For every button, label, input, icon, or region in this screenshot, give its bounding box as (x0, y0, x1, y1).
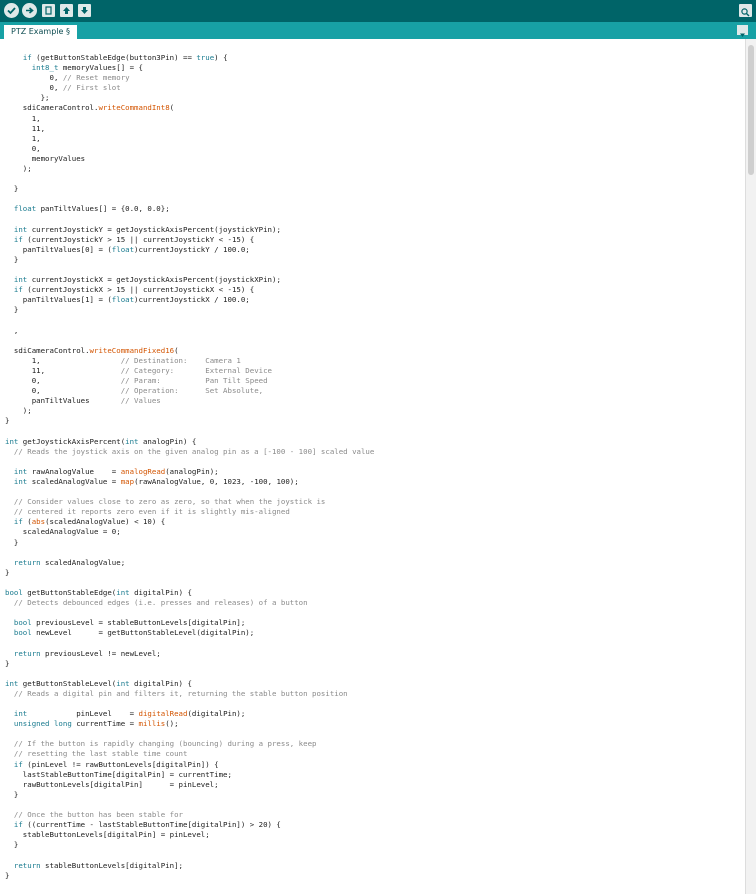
arrow-up-icon (60, 4, 73, 17)
code-line[interactable]: } (5, 305, 19, 315)
code-line[interactable]: } (5, 537, 19, 547)
code-line[interactable]: // resetting the last stable time count (13, 749, 188, 759)
code-line[interactable]: panTiltValues // Values (5, 396, 161, 406)
code-line[interactable]: if ((currentTime - lastStableButtonTime[digitalPin]) > 20) { (13, 820, 281, 830)
open-button[interactable] (60, 4, 73, 17)
new-file-icon (42, 4, 55, 17)
serial-monitor-button[interactable] (739, 4, 752, 17)
code-line[interactable]: bool previousLevel = stableButtonLevels[digitalPin]; (13, 618, 246, 628)
code-line[interactable]: // Consider values close to zero as zero, so that when the joystick is (13, 497, 326, 507)
code-line[interactable]: if (currentJoystickX > 15 || currentJoystickX < -15) { (13, 285, 255, 295)
verify-button[interactable] (4, 3, 19, 18)
code-line[interactable]: bool newLevel = getButtonStableLevel(digitalPin); (13, 628, 255, 638)
code-line[interactable]: } (5, 870, 10, 880)
code-line[interactable]: float panTiltValues[] = {0.0, 0.0}; (13, 204, 170, 214)
new-button[interactable] (42, 4, 55, 17)
code-line[interactable]: int getButtonStableLevel(int digitalPin) { (5, 678, 192, 688)
code-line[interactable]: // Detects debounced edges (i.e. presses and releases) of a button (13, 598, 308, 608)
code-line[interactable]: 1, // Destination: Camera 1 (5, 355, 241, 365)
code-line[interactable]: 0, // First slot (5, 83, 121, 93)
code-line[interactable]: int rawAnalogValue = analogRead(analogPin); (13, 466, 219, 476)
code-line[interactable]: int scaledAnalogValue = map(rawAnalogValue, 0, 1023, -100, 100); (13, 476, 299, 486)
code-line[interactable]: int8_t memoryValues[] = { (31, 63, 143, 73)
code-line[interactable]: sdiCameraControl.writeCommandFixed16( (5, 345, 179, 355)
code-text[interactable] (0, 39, 745, 881)
code-line[interactable]: if (getButtonStableEdge(button3Pin) == true) { (22, 53, 228, 62)
magnifier-icon (739, 6, 752, 19)
code-line[interactable]: 11, // Category: External Device (5, 365, 272, 375)
code-line[interactable]: if (pinLevel != rawButtonLevels[digitalPin]) { (13, 759, 219, 769)
code-line[interactable]: 1, (5, 133, 41, 143)
code-line[interactable]: // Once the button has been stable for (13, 810, 183, 820)
code-editor[interactable] (0, 39, 745, 894)
tab-menu-button[interactable] (737, 25, 748, 35)
arrow-down-icon (78, 4, 91, 17)
code-line[interactable]: } (5, 254, 19, 264)
save-button[interactable] (78, 4, 91, 17)
code-line[interactable]: int currentJoystickX = getJoystickAxisPercent(joystickXPin); (13, 275, 281, 285)
code-line[interactable]: lastStableButtonTime[digitalPin] = currentTime; (5, 769, 232, 779)
code-line[interactable]: unsigned long currentTime = millis(); (13, 719, 179, 729)
code-line[interactable]: int pinLevel = digitalRead(digitalPin); (13, 709, 246, 719)
code-line[interactable]: } (5, 184, 19, 194)
code-line[interactable]: 0, // Reset memory (5, 73, 130, 83)
vertical-scrollbar[interactable] (745, 39, 756, 894)
code-line[interactable]: if (currentJoystickY > 15 || currentJoystickY < -15) { (13, 234, 255, 244)
code-line[interactable]: } (5, 567, 10, 577)
code-line[interactable]: // centered it reports zero even if it is slightly mis-aligned (13, 507, 290, 517)
code-line[interactable]: int currentJoystickY = getJoystickAxisPercent(joystickYPin); (13, 224, 281, 234)
tab-bar (0, 22, 756, 39)
code-line[interactable]: ); (5, 164, 32, 174)
checkmark-icon (4, 3, 19, 18)
scrollbar-thumb[interactable] (748, 45, 754, 175)
code-line[interactable]: return scaledAnalogValue; (13, 557, 126, 567)
code-line[interactable]: } (5, 789, 19, 799)
code-line[interactable]: sdiCameraControl.writeCommandInt8( (5, 103, 175, 113)
code-line[interactable]: }; (5, 93, 50, 103)
code-line[interactable]: 0, (5, 143, 41, 153)
code-line[interactable]: 0, // Param: Pan Tilt Speed (5, 376, 268, 385)
code-line[interactable]: } (5, 416, 10, 426)
code-line[interactable]: memoryValues (5, 153, 86, 163)
code-line[interactable]: // Reads a digital pin and filters it, returning the stable button position (13, 688, 348, 698)
upload-button[interactable] (22, 3, 37, 18)
code-line[interactable]: panTiltValues[1] = (float)currentJoystickX / 100.0; (5, 295, 250, 305)
arrow-right-icon (22, 3, 37, 18)
code-line[interactable]: panTiltValues[0] = (float)currentJoystickY / 100.0; (5, 244, 250, 254)
code-line[interactable]: int getJoystickAxisPercent(int analogPin) { (5, 436, 197, 446)
code-line[interactable]: rawButtonLevels[digitalPin] = pinLevel; (5, 779, 219, 789)
code-line[interactable]: 11, (5, 123, 46, 133)
code-line[interactable]: stableButtonLevels[digitalPin] = pinLevel; (5, 830, 210, 840)
tab-ptz-example[interactable]: PTZ Example § (4, 25, 77, 39)
code-line[interactable]: } (5, 840, 19, 850)
code-line[interactable]: // Reads the joystick axis on the given analog pin as a [-100 - 100] scaled value (13, 446, 375, 456)
code-line[interactable]: // If the button is rapidly changing (bouncing) during a press, keep (13, 739, 317, 749)
code-line[interactable]: , (5, 325, 19, 335)
code-line[interactable]: return previousLevel != newLevel; (13, 648, 161, 658)
code-line[interactable]: 1, (5, 113, 41, 123)
code-line[interactable]: bool getButtonStableEdge(int digitalPin) { (5, 587, 192, 597)
code-line[interactable]: return stableButtonLevels[digitalPin]; (13, 860, 183, 870)
code-line[interactable]: 0, // Operation: Set Absolute, (5, 386, 264, 396)
code-line[interactable]: scaledAnalogValue = 0; (5, 527, 121, 537)
code-line[interactable]: if (abs(scaledAnalogValue) < 10) { (13, 517, 166, 527)
code-line[interactable]: ); (5, 406, 32, 416)
code-line[interactable]: } (5, 658, 10, 668)
toolbar (0, 0, 756, 22)
